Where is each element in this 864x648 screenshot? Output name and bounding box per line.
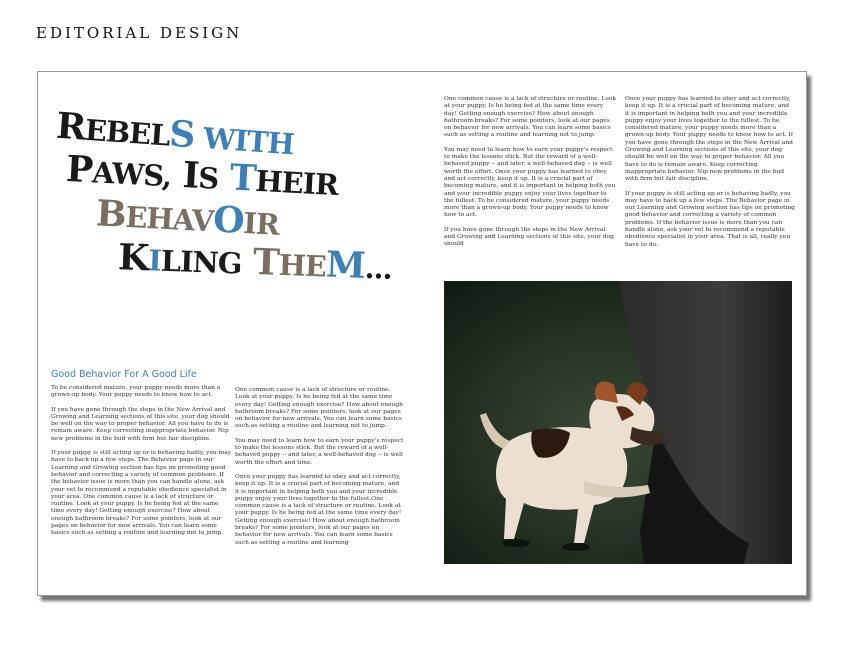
body-column-left: [51, 385, 233, 545]
headline-segment: P: [65, 147, 94, 192]
headline-segment: K: [117, 236, 150, 280]
body-paragraph: One common cause is a lack of structure or routine. Look at your puppy. Is he being fed at the same time every day! Getting enough exercise? How about enough bathroom breaks? For some pointers, look at our pages on behavior for new arrivals. You can learn some basics such as setting a routine and learning not to jump.: [444, 96, 616, 139]
body-paragraph: If you have gone through the steps in the New Arrival and Growing and Learning sections of this site, your dog should: [444, 226, 614, 248]
headline-segment: LING: [160, 243, 242, 281]
body-paragraph: You may need to learn how to earn your puppy's respect to make the lessons stick. But the reward of a well-behaved puppy -- and later, a well-behaved dog -- is well worth the effort. Once your puppy has learned to obey and act correctly, keep it up. It is a crucial part of becoming mature, and it is important in helping both you and your incredible puppy enjoy your lives together to the fullest. To be considered mature, your puppy needs more than a grown-up body. Your puppy needs to know how to act.: [444, 146, 616, 219]
page-label: EDITORIAL DESIGN: [36, 24, 243, 42]
headline-segment: T: [217, 155, 257, 200]
body-paragraph: If your puppy is still acting up or is behaving badly, you may have to back up a few steps. The Behavior page in our Learning and Growing section has tips on promoting good behavior and correcting a variety of common problems. If the behavior issue is more than you can handle alone, ask your vet to recommend a reputable obedience specialist in your area. That is all, really you have to do.: [625, 190, 795, 248]
headline-segment: S: [168, 112, 196, 157]
body-paragraph: One common cause is a lack of structure or routine. Look at your puppy. Is he being fed at the same time every day! Getting enough exercise? How about enough bathroom breaks? For some pointers, look at our pages on behavior for new arrivals. You can learn some basics such as setting a routine and learning not to jump.: [235, 387, 403, 430]
headline-segment: EBEL: [83, 112, 171, 153]
body-column-middle: [235, 387, 405, 554]
body-paragraph: Once your puppy has learned to obey and act correctly, keep it up. It is a crucial part of becoming mature, and it is important in helping both you and your incredible puppy enjoy your lives together to the fullest. To be considered mature, your puppy needs more than a grown-up body. Your puppy needs to know how to act. If you have gone through the steps in the New Arrival and Growing and Learning sections of this site, your dog should be well on the way to proper behavior. All you have to do is remain aware. Keep correcting inappropriate behavior. Nip new problems in the bud with firm but fair discipline.: [625, 96, 793, 183]
headline-segment: I: [170, 153, 200, 197]
headline-segment: S: [197, 160, 220, 196]
body-column-top-right: [625, 96, 795, 256]
headline-segment: I: [147, 243, 162, 278]
section-title: Good Behavior For A Good Life: [51, 369, 197, 380]
body-paragraph: If you have gone through the steps in the New Arrival and Growing and Learning sections of this site, your dog should be well on the way to proper behavior. All you have to do is remain aware. Keep correcting inappropriate behavior. Nip new problems in the bud with firm but fair discipline.: [51, 406, 230, 442]
magazine-spread: [37, 71, 807, 596]
body-column-top-left: [444, 96, 616, 256]
headline-segment: ...: [364, 250, 393, 286]
headline-segment: EHAV: [124, 199, 214, 239]
headline-segment: R: [54, 104, 87, 149]
headline-line-4: [117, 237, 392, 289]
headline-segment: WITH: [193, 120, 295, 162]
headline-segment: IR: [242, 205, 280, 242]
body-paragraph: To be considered mature, your puppy needs more than a grown-up body. Your puppy needs to know how to act.: [51, 385, 221, 399]
headline-segment: M: [325, 243, 366, 287]
headline-segment: HE: [278, 247, 327, 284]
headline-segment: B: [95, 192, 127, 236]
dog-biting-pants-image: [444, 281, 792, 564]
headline-segment: AWS,: [91, 155, 173, 194]
dog-photo: [444, 281, 792, 564]
headline-segment: HEIR: [254, 163, 339, 203]
body-paragraph: You may need to learn how to earn your puppy's respect to make the lessons stick. But the reward of a well-behaved puppy -- and later, a well-behaved dog -- is well worth the effort and time.: [235, 437, 404, 466]
body-paragraph: If your puppy is still acting up or is behaving badly, you may have to back up a few steps. The Behavior page in our Learning and Growing section has tips on promoting good behavior and correcting a variety of common problems. If the behavior issue is more than you can handle alone, ask your vet to recommend a reputable obedience specialist in your area. One common cause is a lack of structure or routine. Look at your puppy. Is he being fed at the same time every day! Getting enough exercise? How about enough bathroom breaks? For some pointers, look at our pages on behavior for new arrivals. You can learn some basics such as setting a routine and learning not to jump.: [51, 450, 232, 537]
headline-segment: T: [240, 240, 280, 284]
headline-segment: O: [212, 198, 245, 242]
body-paragraph: Once your puppy has learned to obey and act correctly, keep it up. It is a crucial part of becoming mature, and it is important in helping both you and your incredible puppy enjoy your lives together to the fullest.One common cause is a lack of structure or routine. Look at your puppy. Is he being fed at the same time every day! Getting enough exercise! How about enough bathroom breaks? For some pointers, look at our pages on behavior for new arrivals. You can learn some basics such as setting a routine and learning: [235, 473, 402, 546]
